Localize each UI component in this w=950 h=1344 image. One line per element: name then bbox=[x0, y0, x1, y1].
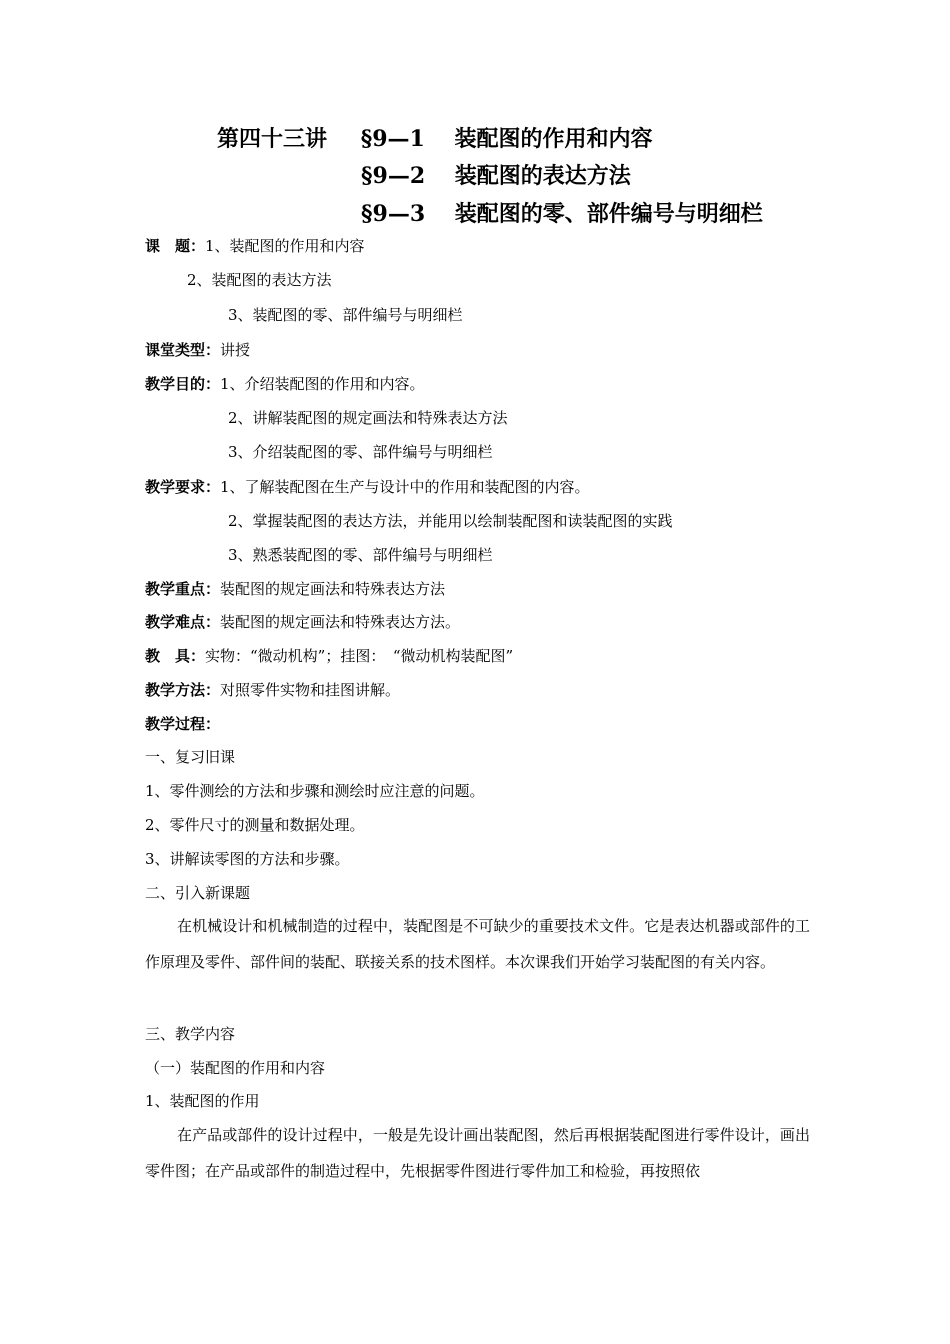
review-item: 3、讲解读零图的方法和步骤。 bbox=[145, 850, 350, 868]
tools-label: 教 具： bbox=[145, 647, 206, 665]
title-line-3 bbox=[361, 197, 763, 228]
section-title: 装配图的零、部件编号与明细栏 bbox=[454, 201, 763, 227]
section-number: §9—2 bbox=[361, 163, 426, 189]
intro-paragraph: 在机械设计和机械制造的过程中，装配图是不可缺少的重要技术文件。它是表达机器或部件的工作原理及零件、部件间的装配、联接关系的技术图样。本次课我们开始学习装配图的有关内容。 bbox=[145, 917, 810, 971]
objective-item: 3、介绍装配图的零、部件编号与明细栏 bbox=[228, 443, 493, 461]
objective-item: 2、讲解装配图的规定画法和特殊表达方法 bbox=[228, 409, 508, 427]
objective-item: 1、介绍装配图的作用和内容。 bbox=[220, 375, 425, 393]
key-points-value: 装配图的规定画法和特殊表达方法 bbox=[220, 580, 446, 598]
process-label: 教学过程： bbox=[145, 715, 221, 733]
requirement-item: 2、掌握装配图的表达方法，并能用以绘制装配图和读装配图的实践 bbox=[228, 512, 673, 530]
topic-item: 3、装配图的零、部件编号与明细栏 bbox=[228, 306, 463, 324]
class-type-value: 讲授 bbox=[220, 341, 251, 359]
section-title: 装配图的表达方法 bbox=[454, 163, 631, 189]
class-type-label: 课堂类型： bbox=[145, 341, 221, 359]
review-heading: 一、复习旧课 bbox=[145, 748, 236, 766]
title-line-1 bbox=[217, 122, 653, 153]
topic-item: 2、装配图的表达方法 bbox=[187, 271, 332, 289]
difficulties-row bbox=[145, 612, 460, 632]
intro-heading: 二、引入新课题 bbox=[145, 884, 251, 902]
process-row bbox=[145, 714, 220, 734]
lecture-number: 第四十三讲 bbox=[217, 126, 328, 152]
title-line-2 bbox=[361, 159, 631, 190]
content-heading: 三、教学内容 bbox=[145, 1025, 236, 1043]
tools-value: 实物：“微动机构”；挂图： “微动机构装配图” bbox=[205, 647, 514, 665]
key-points-row bbox=[145, 579, 445, 599]
requirements-label: 教学要求： bbox=[145, 478, 221, 496]
requirement-item: 1、了解装配图在生产与设计中的作用和装配图的内容。 bbox=[220, 478, 590, 496]
objectives-label: 教学目的： bbox=[145, 375, 221, 393]
section-title: 装配图的作用和内容 bbox=[454, 126, 653, 152]
class-type-row bbox=[145, 340, 250, 360]
review-item: 1、零件测绘的方法和步骤和测绘时应注意的问题。 bbox=[145, 782, 485, 800]
section-number: §9—1 bbox=[360, 126, 425, 152]
key-points-label: 教学重点： bbox=[145, 580, 221, 598]
section-number: §9—3 bbox=[361, 201, 426, 227]
content-subheading: （一）装配图的作用和内容 bbox=[145, 1059, 326, 1077]
objectives-row bbox=[145, 374, 425, 394]
methods-value: 对照零件实物和挂图讲解。 bbox=[220, 681, 401, 699]
review-item: 2、零件尺寸的测量和数据处理。 bbox=[145, 816, 365, 834]
requirement-item: 3、熟悉装配图的零、部件编号与明细栏 bbox=[228, 546, 493, 564]
tools-row bbox=[145, 646, 513, 666]
methods-row bbox=[145, 680, 400, 700]
content-paragraph: 在产品或部件的设计过程中，一般是先设计画出装配图，然后再根据装配图进行零件设计，画出零件图；在产品或部件的制造过程中，先根据零件图进行零件加工和检验，再按照依 bbox=[145, 1126, 810, 1180]
requirements-row bbox=[145, 477, 590, 497]
difficulties-value: 装配图的规定画法和特殊表达方法。 bbox=[220, 613, 461, 631]
difficulties-label: 教学难点： bbox=[145, 613, 221, 631]
topic-label: 课 题： bbox=[145, 237, 206, 255]
topic-row bbox=[145, 236, 365, 256]
content-subsubheading: 1、装配图的作用 bbox=[145, 1092, 260, 1110]
methods-label: 教学方法： bbox=[145, 681, 221, 699]
topic-item: 1、装配图的作用和内容 bbox=[205, 237, 365, 255]
